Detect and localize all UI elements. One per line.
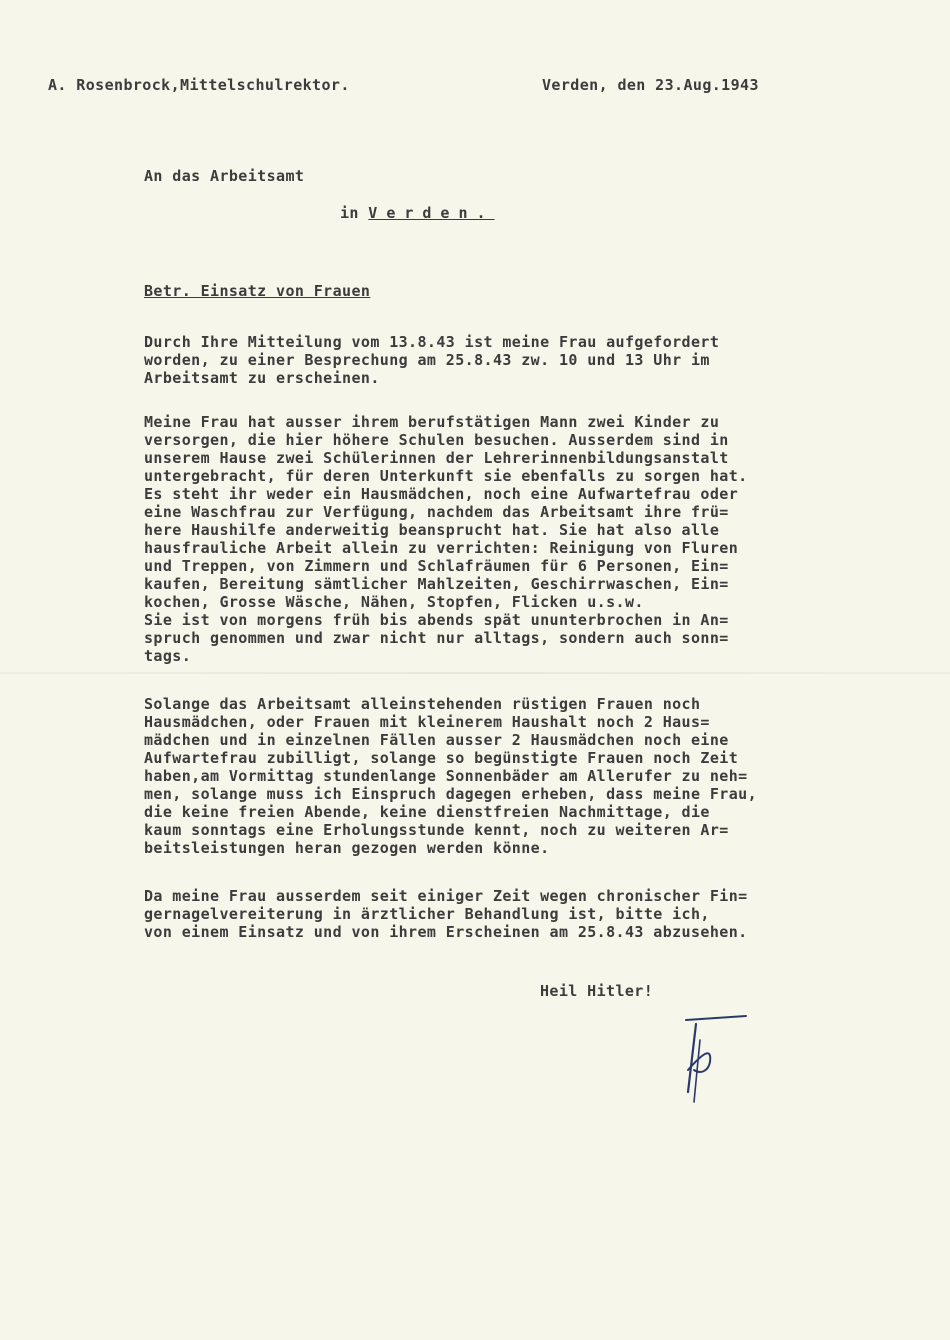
place-date: Verden, den 23.Aug.1943 — [542, 76, 759, 94]
body-paragraph-4: Da meine Frau ausserdem seit einiger Zeit wegen chronischer Fin= gernagelvereiterung in ärztlicher Behandlung ist, bitte ich, von einem Einsatz und von ihrem Erscheinen am 25.8.43 abzusehen. — [144, 887, 748, 941]
handwritten-signature — [668, 1010, 758, 1120]
closing-salutation: Heil Hitler! — [540, 982, 654, 1000]
body-paragraph-3: Solange das Arbeitsamt alleinstehenden rüstigen Frauen noch Hausmädchen, oder Frauen mit kleinerem Haushalt noch 2 Haus= mädchen und in einzelnen Fällen ausser 2 Hausmädchen noch eine Aufwartefrau zubilligt, solange so begünstigte Frauen noch Zeit haben,am Vormittag stundenlange Sonnenbäder am Allerufer zu neh= men, solange muss ich Einspruch dagegen erheben, dass meine Frau, die keine freien Abende, keine dienstfreien Nachmittage, die kaum sonntags eine Erholungsstunde kennt, noch zu weiteren Ar= beitsleistungen heran gezogen werden könne. — [144, 695, 757, 857]
paper-fold — [0, 672, 950, 674]
recipient-city-line — [340, 204, 495, 222]
sender-line: A. Rosenbrock,Mittelschulrektor. — [48, 76, 350, 94]
recipient-prefix: in — [340, 204, 369, 222]
recipient-city: Verden. — [368, 204, 495, 222]
body-paragraph-2: Meine Frau hat ausser ihrem berufstätigen Mann zwei Kinder zu versorgen, die hier höhere Schulen besuchen. Ausserdem sind in unserem Hause zwei Schülerinnen der Lehrerinnenbildungsanstalt untergebracht, für deren Unterkunft sie ebenfalls zu sorgen hat. Es steht ihr weder ein Hausmädchen, noch eine Aufwartefrau oder eine Waschfrau zur Verfügung, nachdem das Arbeitsamt ihre frü= here Haushilfe anderweitig beansprucht hat. Sie hat also alle hausfrauliche Arbeit allein zu verrichten: Reinigung von Fluren und Treppen, von Zimmern und Schlafräumen für 6 Personen, Ein= kaufen, Bereitung sämtlicher Mahlzeiten, Geschirrwaschen, Ein= kochen, Grosse Wäsche, Nähen, Stopfen, Flicken u.s.w. Sie ist von morgens früh bis abends spät ununterbrochen in An= spruch genommen und zwar nicht nur alltags, sondern auch sonn= tags. — [144, 413, 748, 665]
body-paragraph-1: Durch Ihre Mitteilung vom 13.8.43 ist meine Frau aufgefordert worden, zu einer Besprechung am 25.8.43 zw. 10 und 13 Uhr im Arbeitsamt zu erscheinen. — [144, 333, 720, 387]
recipient-line: An das Arbeitsamt — [144, 167, 305, 185]
subject-line: Betr. Einsatz von Frauen — [144, 282, 371, 300]
